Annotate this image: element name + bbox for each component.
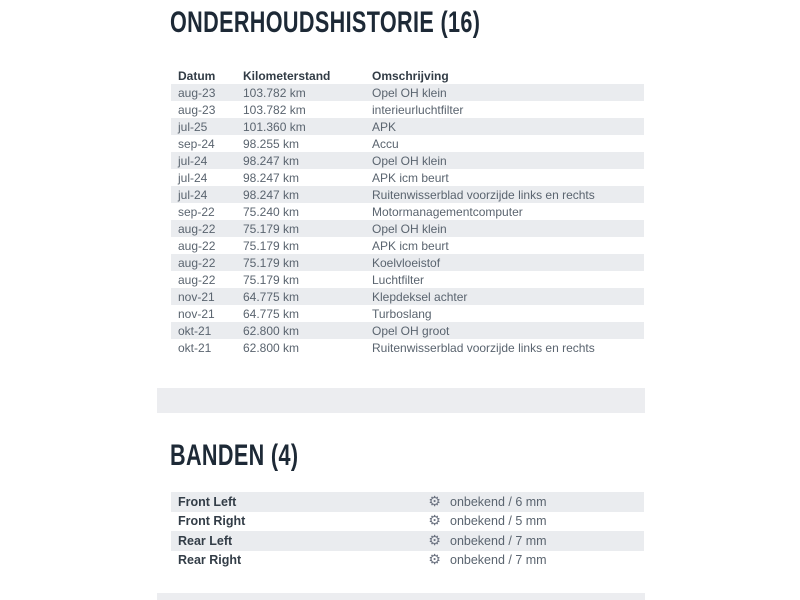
table-row bbox=[171, 135, 644, 152]
tire-condition-value: onbekend / 7 mm bbox=[450, 533, 547, 548]
cell-description: Ruitenwisserblad voorzijde links en rechts bbox=[372, 340, 595, 355]
tire-position-label: Front Left bbox=[178, 494, 237, 509]
gear-icon: ⚙ bbox=[428, 513, 441, 530]
cell-date: jul-24 bbox=[178, 170, 208, 185]
cell-date: sep-24 bbox=[178, 136, 215, 151]
cell-kilometers: 103.782 km bbox=[243, 85, 306, 100]
maintenance-history-title: ONDERHOUDSHISTORIE (16) bbox=[170, 6, 481, 39]
cell-kilometers: 75.179 km bbox=[243, 272, 300, 287]
column-header-omschrijving: Omschrijving bbox=[372, 68, 449, 83]
cell-description: APK icm beurt bbox=[372, 238, 449, 253]
cell-kilometers: 64.775 km bbox=[243, 306, 300, 321]
cell-date: nov-21 bbox=[178, 306, 215, 321]
cell-kilometers: 62.800 km bbox=[243, 323, 300, 338]
tire-condition-value: onbekend / 7 mm bbox=[450, 553, 547, 568]
table-row bbox=[171, 254, 644, 271]
table-row bbox=[171, 322, 644, 339]
cell-date: aug-23 bbox=[178, 85, 216, 100]
cell-date: aug-23 bbox=[178, 102, 216, 117]
gear-icon: ⚙ bbox=[428, 493, 441, 510]
cell-description: Ruitenwisserblad voorzijde links en rechts bbox=[372, 187, 595, 202]
cell-kilometers: 64.775 km bbox=[243, 289, 300, 304]
cell-date: sep-22 bbox=[178, 204, 215, 219]
cell-description: Opel OH klein bbox=[372, 153, 447, 168]
tire-row bbox=[171, 512, 644, 532]
cell-description: APK icm beurt bbox=[372, 170, 449, 185]
table-row bbox=[171, 339, 644, 356]
table-row bbox=[171, 118, 644, 135]
cell-date: aug-22 bbox=[178, 221, 216, 236]
cell-description: Opel OH klein bbox=[372, 221, 447, 236]
table-header-row bbox=[171, 67, 644, 84]
cell-date: aug-22 bbox=[178, 272, 216, 287]
cell-date: okt-21 bbox=[178, 323, 212, 338]
column-header-kilometerstand: Kilometerstand bbox=[243, 68, 331, 83]
cell-date: jul-24 bbox=[178, 153, 208, 168]
table-row bbox=[171, 288, 644, 305]
tires-section-title: BANDEN (4) bbox=[170, 439, 299, 472]
tires-table bbox=[171, 492, 644, 570]
cell-description: APK bbox=[372, 119, 397, 134]
section-divider bbox=[157, 388, 645, 413]
cell-kilometers: 98.255 km bbox=[243, 136, 300, 151]
cell-kilometers: 75.240 km bbox=[243, 204, 300, 219]
table-body bbox=[171, 84, 644, 356]
gear-icon: ⚙ bbox=[428, 532, 441, 549]
table-row bbox=[171, 84, 644, 101]
cell-description: Opel OH klein bbox=[372, 85, 447, 100]
cell-date: jul-24 bbox=[178, 187, 208, 202]
cell-date: nov-21 bbox=[178, 289, 215, 304]
tire-position-label: Rear Left bbox=[178, 533, 233, 548]
cell-kilometers: 75.179 km bbox=[243, 255, 300, 270]
gear-icon: ⚙ bbox=[428, 552, 441, 569]
table-row bbox=[171, 220, 644, 237]
table-row bbox=[171, 237, 644, 254]
table-row bbox=[171, 152, 644, 169]
cell-description: Koelvloeistof bbox=[372, 255, 441, 270]
cell-kilometers: 101.360 km bbox=[243, 119, 306, 134]
tire-row bbox=[171, 492, 644, 512]
cell-description: Motormanagementcomputer bbox=[372, 204, 523, 219]
cell-kilometers: 75.179 km bbox=[243, 238, 300, 253]
bottom-section-divider bbox=[157, 593, 645, 600]
column-header-datum: Datum bbox=[178, 68, 216, 83]
cell-description: Luchtfilter bbox=[372, 272, 425, 287]
table-row bbox=[171, 169, 644, 186]
maintenance-history-table bbox=[171, 67, 644, 356]
tire-condition-value: onbekend / 5 mm bbox=[450, 514, 547, 529]
table-row bbox=[171, 186, 644, 203]
table-row bbox=[171, 305, 644, 322]
content-column bbox=[157, 0, 645, 600]
cell-date: aug-22 bbox=[178, 238, 216, 253]
cell-kilometers: 98.247 km bbox=[243, 170, 300, 185]
cell-description: Turboslang bbox=[372, 306, 432, 321]
tire-row bbox=[171, 551, 644, 571]
tire-condition-value: onbekend / 6 mm bbox=[450, 494, 547, 509]
cell-date: aug-22 bbox=[178, 255, 216, 270]
cell-kilometers: 75.179 km bbox=[243, 221, 300, 236]
cell-date: jul-25 bbox=[178, 119, 208, 134]
cell-kilometers: 98.247 km bbox=[243, 187, 300, 202]
cell-kilometers: 98.247 km bbox=[243, 153, 300, 168]
cell-kilometers: 103.782 km bbox=[243, 102, 306, 117]
cell-description: interieurluchtfilter bbox=[372, 102, 464, 117]
cell-description: Accu bbox=[372, 136, 399, 151]
tire-position-label: Rear Right bbox=[178, 553, 242, 568]
table-row bbox=[171, 203, 644, 220]
table-row bbox=[171, 271, 644, 288]
cell-description: Klepdeksel achter bbox=[372, 289, 468, 304]
table-row bbox=[171, 101, 644, 118]
cell-kilometers: 62.800 km bbox=[243, 340, 300, 355]
tire-position-label: Front Right bbox=[178, 514, 246, 529]
cell-description: Opel OH groot bbox=[372, 323, 450, 338]
cell-date: okt-21 bbox=[178, 340, 212, 355]
tire-row bbox=[171, 531, 644, 551]
